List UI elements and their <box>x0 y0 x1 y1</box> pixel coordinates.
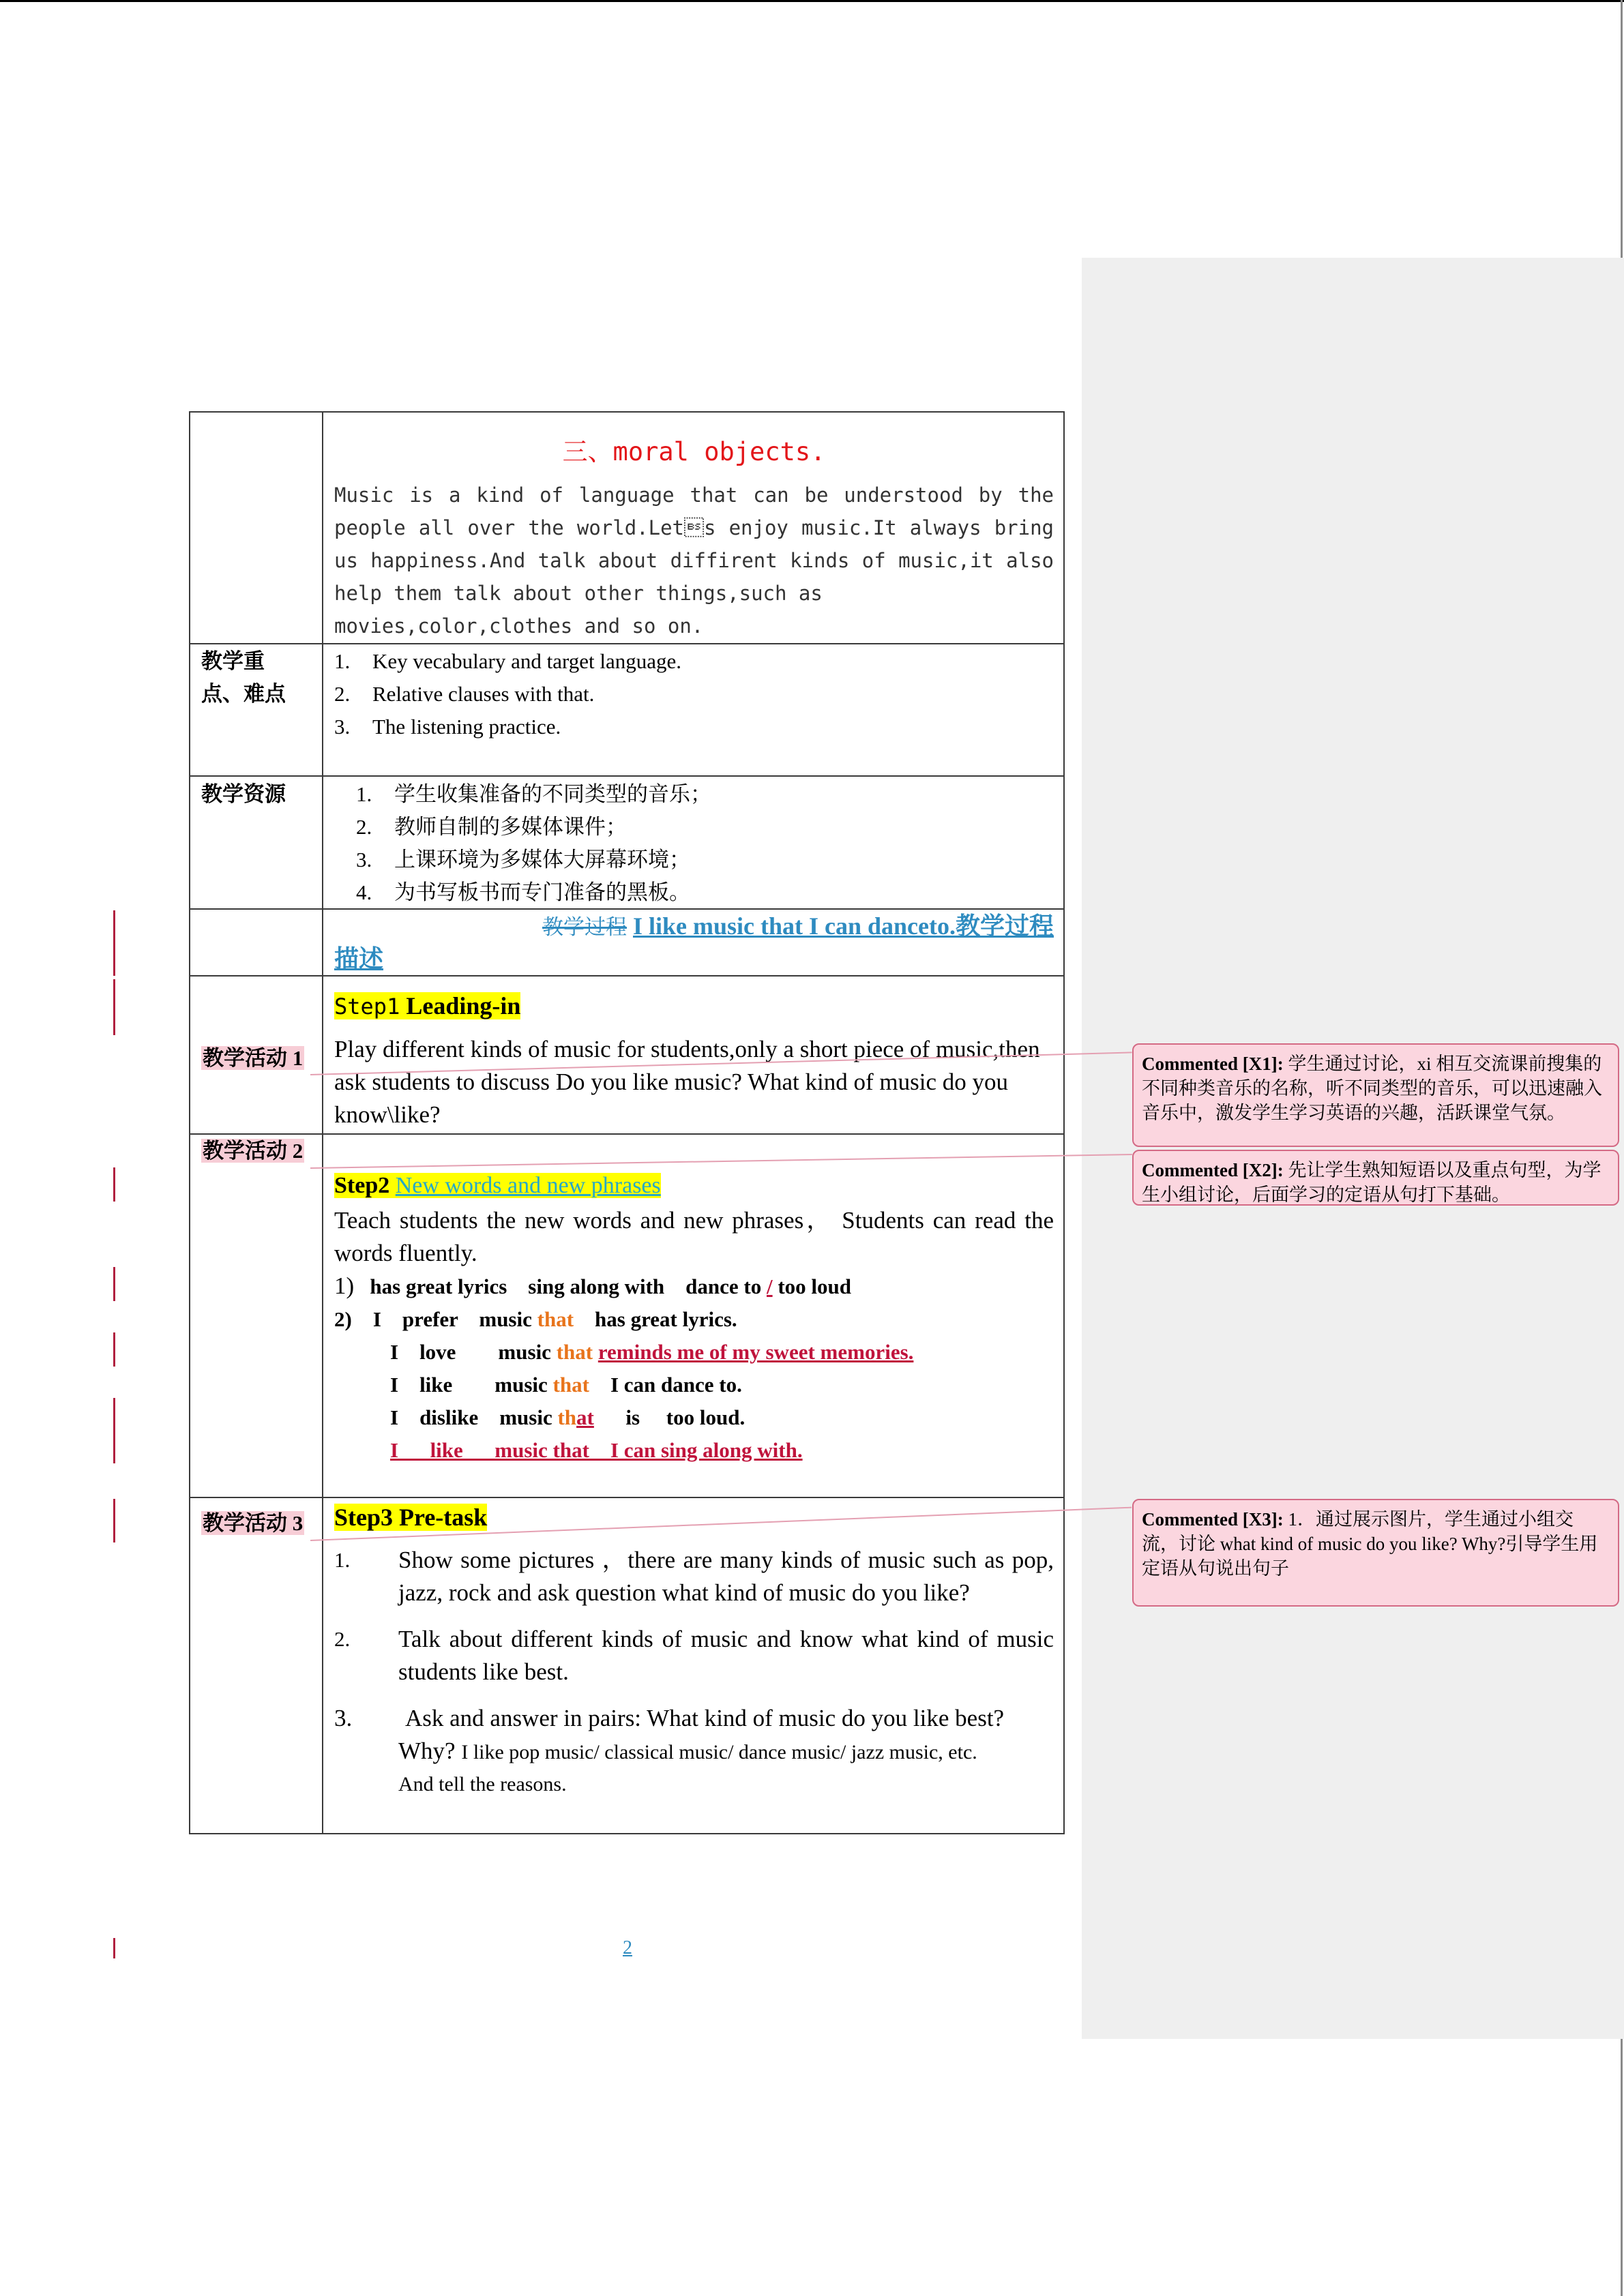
comment-x2[interactable]: Commented [X2]: 先让学生熟知短语以及重点句型，为学生小组讨论，后面学习的定语从句打下基础。 <box>1132 1150 1619 1206</box>
activity2-label: 教学活动 2 <box>203 1139 304 1163</box>
list-item: 2. 教师自制的多媒体课件； <box>356 815 627 839</box>
change-bar <box>113 1267 115 1301</box>
process-heading-line2 <box>334 942 1054 975</box>
process-heading <box>334 910 1054 944</box>
row-divider <box>189 975 1065 976</box>
comment-pane <box>1082 258 1624 2039</box>
activity2-text: Teach students the new words and new phrases， Students can read the words fluently. <box>334 1207 1054 1266</box>
phrase-line-6: I like music that I can sing along with. <box>390 1438 803 1462</box>
activity1-cell <box>334 987 1054 1131</box>
activity1-label: 教学活动 1 <box>203 1046 304 1070</box>
key-points-label: 教学重 点、难点 <box>201 649 286 706</box>
change-bar <box>113 1938 115 1958</box>
objectives-title: 三、moral objects. <box>562 437 826 466</box>
objectives-body: Music is a kind of language that can be understood by the people all over the world.Lets enjoy music.It always bring us happiness.And talk about diffirent kinds of music,it also help them talk about other things,such as <box>334 483 1054 605</box>
comment-x1[interactable]: Commented [X1]: 学生通过讨论，xi 相互交流课前搜集的不同种类音乐的名称，听不同类型的音乐，可以迅速融入音乐中，激发学生学习英语的兴趣，活跃课堂气氛。 <box>1132 1043 1619 1147</box>
list-item: 1. Show some pictures ，there are many kinds of music such as pop, jazz, rock and ask question what kind of music do you like? <box>334 1547 1054 1606</box>
change-bar <box>113 1398 115 1463</box>
key-points-list <box>334 645 1054 743</box>
list-item: 4. 为书写板书而专门准备的黑板。 <box>356 880 690 904</box>
phrase-line-1: 1) has great lyrics sing along with dance to / too loud <box>334 1272 852 1299</box>
change-bar <box>113 979 115 1035</box>
step2-title: Step2 New words and new phrases <box>334 1173 661 1198</box>
inserted-link[interactable]: I like music that I can danceto.教学过程 <box>632 912 1054 940</box>
resources-list <box>356 778 1076 909</box>
change-bar <box>113 1332 115 1367</box>
change-bar <box>113 910 115 976</box>
list-item: 1. Key vecabulary and target language. <box>334 649 682 673</box>
row-divider <box>189 643 1065 644</box>
table-column-divider <box>322 411 323 1834</box>
row-divider <box>189 1497 1065 1498</box>
list-item: 3. 上课环境为多媒体大屏幕环境； <box>356 848 690 871</box>
phrase-line-4: I like music that I can dance to. <box>390 1373 742 1397</box>
list-item: 1. 学生收集准备的不同类型的音乐； <box>356 782 711 806</box>
activity1-text: Play different kinds of music for students,only a short piece of music,then ask students to discuss Do you like music? What kind of music do you know\like? <box>334 1036 1040 1128</box>
resources-label: 教学资源 <box>201 782 286 806</box>
comment-x3[interactable]: Commented [X3]: 1．通过展示图片，学生通过小组交流，讨论 what kind of music do you like? Why?引导学生用定语从句说出句子 <box>1132 1499 1619 1607</box>
list-item: 2. Relative clauses with that. <box>334 682 595 706</box>
step1-title: Step1 Leading-in <box>334 992 521 1019</box>
row-divider <box>189 1133 1065 1135</box>
activity2-cell <box>334 1167 1054 1467</box>
change-bar <box>113 1499 115 1542</box>
phrase-line-2: 2) I prefer music that has great lyrics. <box>334 1307 737 1331</box>
change-bar <box>113 1167 115 1202</box>
activity3-label: 教学活动 3 <box>203 1511 304 1535</box>
objectives-cell <box>334 417 1054 642</box>
phrase-line-5: I dislike music that is too loud. <box>390 1405 745 1429</box>
inserted-link-cont[interactable]: 描述 <box>334 945 384 972</box>
list-item: 3. Ask and answer in pairs: What kind of music do you like best? Why? I like pop music/ classical music/ dance music/ jazz music, etc. And tell the reasons. <box>334 1705 1005 1795</box>
step3-title: Step3 Pre-task <box>334 1504 488 1531</box>
page-top-border <box>0 0 1624 2</box>
phrase-line-3: I love music that reminds me of my sweet memories. <box>390 1340 914 1364</box>
page-number[interactable]: 2 <box>623 1937 632 1958</box>
deleted-text: 教学过程 <box>542 915 627 939</box>
objectives-body-last: movies,color,clothes and so on. <box>334 614 704 638</box>
row-divider <box>189 775 1065 777</box>
list-item: 2. Talk about different kinds of music and know what kind of music students like best. <box>334 1626 1054 1685</box>
list-item: 3. The listening practice. <box>334 715 561 739</box>
activity3-cell <box>334 1499 1054 1800</box>
